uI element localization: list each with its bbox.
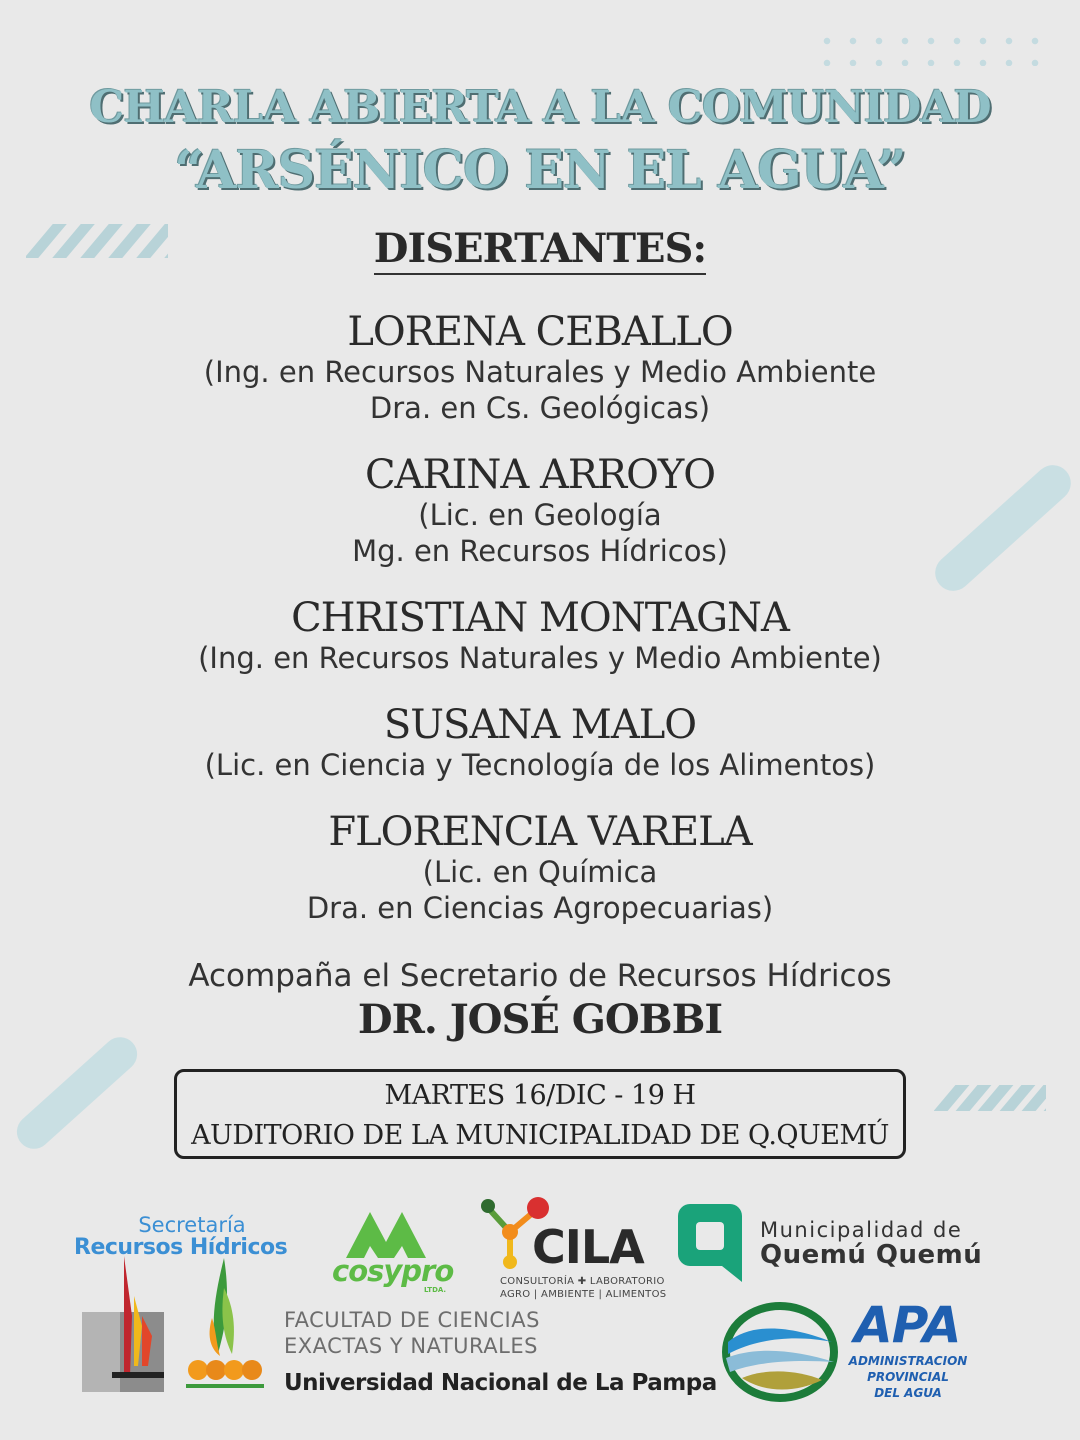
apa-water-icon — [722, 1302, 840, 1402]
speaker-block — [0, 810, 1080, 926]
event-venue: AUDITORIO DE LA MUNICIPALIDAD DE Q.QUEMÚ — [191, 1120, 889, 1151]
speaker-credential: Dra. en Cs. Geológicas) — [369, 391, 711, 425]
municipalidad-q-icon — [678, 1204, 742, 1282]
dot-grid-decoration — [814, 30, 1044, 66]
accompany-text: Acompaña el Secretario de Recursos Hídricos — [188, 958, 892, 994]
speaker-name: CARINA ARROYO — [364, 452, 716, 498]
speaker-block — [0, 453, 1080, 569]
speaker-name: CHRISTIAN MONTAGNA — [291, 595, 789, 641]
speaker-name: LORENA CEBALLO — [347, 309, 733, 355]
speaker-credential: Mg. en Recursos Hídricos) — [352, 534, 728, 568]
speaker-block — [0, 596, 1080, 676]
accompany-name: DR. JOSÉ GOBBI — [357, 996, 723, 1043]
facultad-line3: Universidad Nacional de La Pampa — [284, 1370, 717, 1396]
municipalidad-line1: Municipalidad de — [760, 1218, 963, 1242]
speaker-credential: (Ing. en Recursos Naturales y Medio Ambiente — [203, 355, 877, 389]
event-title-line1: CHARLA ABIERTA A LA COMUNIDAD — [89, 82, 991, 133]
apa-logo-text: APA — [854, 1296, 961, 1354]
secretaria-logo-line1: Secretaría — [138, 1213, 246, 1237]
speaker-block — [0, 703, 1080, 783]
diagonal-bar-decoration-left — [10, 1030, 144, 1156]
apa-line2: PROVINCIAL — [867, 1370, 949, 1384]
secretaria-logo-line2: Recursos Hídricos — [74, 1235, 288, 1260]
event-title-line2: “ARSÉNICO EN EL AGUA” — [174, 140, 906, 201]
apa-line1: ADMINISTRACION — [848, 1354, 968, 1368]
facultad-line1: FACULTAD DE CIENCIAS — [284, 1308, 540, 1332]
cila-subtitle-2: AGRO | AMBIENTE | ALIMENTOS — [500, 1289, 667, 1300]
facultad-emblem-icon — [184, 1258, 266, 1394]
event-date-time: MARTES 16/DIC - 19 H — [384, 1080, 696, 1111]
speaker-name: SUSANA MALO — [383, 702, 697, 748]
speaker-credential: (Lic. en Geología — [418, 498, 662, 532]
speaker-credential: Dra. en Ciencias Agropecuarias) — [306, 891, 774, 925]
speaker-name: FLORENCIA VARELA — [328, 809, 752, 855]
secretaria-logo — [74, 1214, 310, 1260]
facultad-line2: EXACTAS Y NATURALES — [284, 1334, 538, 1358]
speaker-credential: (Lic. en Química — [422, 855, 658, 889]
secretaria-emblem-icon — [82, 1256, 168, 1394]
apa-line3: DEL AGUA — [874, 1386, 942, 1400]
stripe-decoration-right — [934, 1085, 1046, 1111]
event-info-box — [174, 1069, 906, 1159]
speaker-credential: (Ing. en Recursos Naturales y Medio Ambiente) — [198, 641, 882, 675]
cosypro-mountain-icon — [346, 1208, 440, 1258]
speakers-heading: DISERTANTES: — [0, 225, 1080, 272]
cila-logo-text: CILA — [532, 1220, 644, 1274]
cosypro-logo-text: cosypro — [332, 1254, 454, 1288]
cila-subtitle-1: CONSULTORÍA ✚ LABORATORIO — [500, 1276, 665, 1287]
speaker-credential: (Lic. en Ciencia y Tecnología de los Alimentos) — [204, 748, 876, 782]
cosypro-suffix: LTDA. — [424, 1286, 447, 1294]
municipalidad-line2: Quemú Quemú — [760, 1240, 983, 1270]
speaker-block — [0, 310, 1080, 426]
